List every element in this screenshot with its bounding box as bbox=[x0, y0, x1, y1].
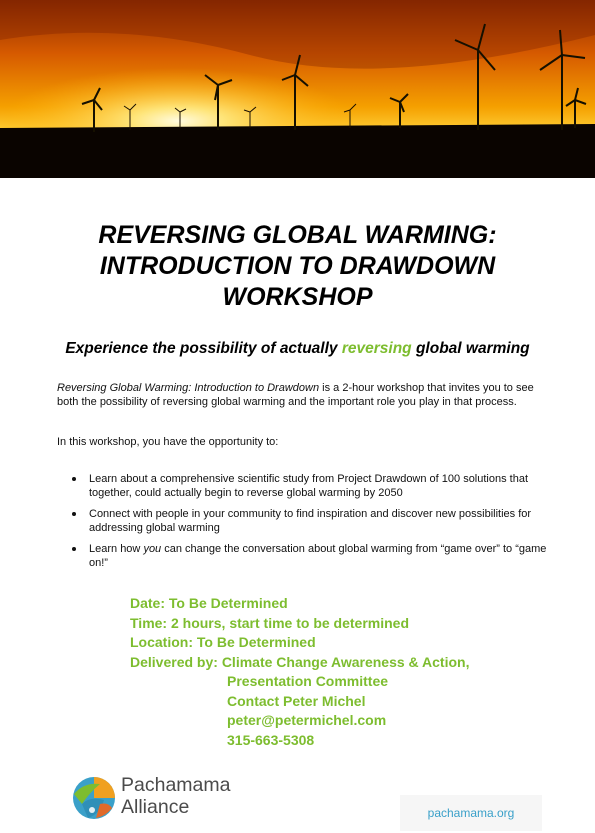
bullet-text-emphasis: you bbox=[143, 543, 162, 555]
intro-workshop-name: Reversing Global Warming: Introduction to Drawdown bbox=[57, 382, 320, 394]
opportunity-list bbox=[57, 472, 552, 577]
intro-description: is a 2-hour workshop that invites you to see both the possibility of reversing global warming and the important role you play in that process. bbox=[57, 382, 534, 408]
title-line-2: INTRODUCTION TO DRAWDOWN bbox=[99, 252, 496, 280]
page-title bbox=[0, 220, 595, 313]
bullet-text: Learn about a comprehensive scientific study from Project Drawdown of 100 solutions that together, could actually begin to reverse global warming by 2050 bbox=[89, 473, 529, 499]
list-item bbox=[57, 542, 552, 570]
list-item bbox=[57, 507, 552, 535]
intro-paragraph bbox=[57, 381, 552, 409]
bullet-text-after: can change the conversation about global warming from “game over” to “game on!” bbox=[89, 543, 547, 569]
subtitle-after: global warming bbox=[411, 340, 530, 357]
bullet-text: Connect with people in your community to find inspiration and discover new possibilities for addressing global warming bbox=[89, 508, 532, 534]
event-date: Date: To Be Determined bbox=[130, 595, 288, 611]
wind-turbine-sunset-image bbox=[0, 0, 595, 178]
logo-text-line-2: Alliance bbox=[121, 796, 190, 818]
event-contact: Contact Peter Michel bbox=[227, 692, 366, 709]
lead-paragraph: In this workshop, you have the opportunity to: bbox=[57, 436, 279, 448]
event-phone: 315-663-5308 bbox=[227, 731, 315, 748]
logo-text-line-1: Pachamama bbox=[121, 774, 231, 796]
event-details bbox=[130, 594, 560, 750]
subtitle bbox=[0, 340, 595, 358]
event-committee: Presentation Committee bbox=[227, 673, 389, 689]
pachamama-globe-logo bbox=[70, 774, 118, 822]
event-delivered-by: Delivered by: Climate Change Awareness & Action, bbox=[130, 653, 470, 670]
subtitle-accent: reversing bbox=[341, 340, 412, 357]
event-time: Time: 2 hours, start time to be determined bbox=[130, 614, 410, 631]
event-email[interactable]: peter@petermichel.com bbox=[227, 712, 387, 728]
subtitle-before: Experience the possibility of actually bbox=[65, 340, 342, 357]
website-link[interactable]: pachamama.org bbox=[427, 806, 515, 820]
bullet-text-before: Learn how bbox=[89, 543, 144, 555]
hero-banner bbox=[0, 0, 595, 178]
title-line-1: REVERSING GLOBAL WARMING: bbox=[98, 221, 497, 249]
event-location: Location: To Be Determined bbox=[130, 634, 316, 650]
title-line-3: WORKSHOP bbox=[222, 283, 373, 311]
list-item bbox=[57, 472, 552, 500]
logo-text bbox=[121, 774, 230, 818]
